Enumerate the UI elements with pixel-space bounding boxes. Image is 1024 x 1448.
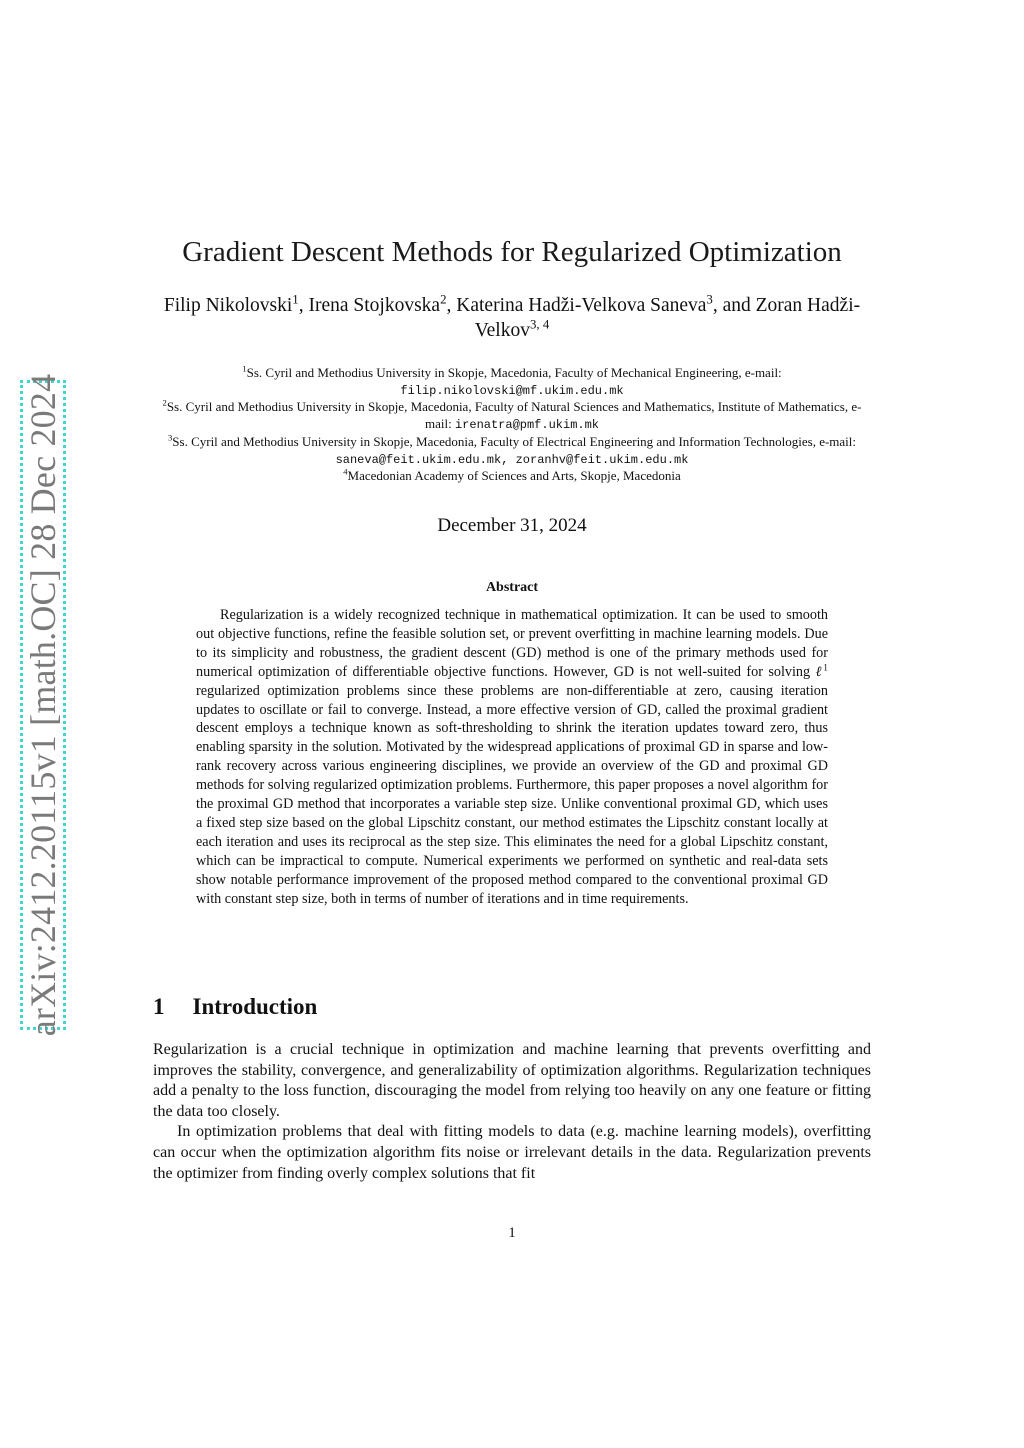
abstract-heading: Abstract [485, 580, 539, 595]
paragraph: Regularization is a crucial technique in optimization and machine learning that prevents overfitting and improves the stability, convergence, and generalizability of optimization algorithms. Regularization techniques add a penalty to the loss function, discouraging the model from relying too heavily on any one feature or fitting the data too closely. [153, 1041, 871, 1120]
section-heading: 1 Introduction [153, 994, 318, 1019]
affiliation-3: $^3$Ss. Cyril and Methodius University in Skopje, Macedonia, Faculty of Electrical Engineering and Information Technologies, e-mail: saneva@feit.ukim.edu.mk, zoranhv@feit.ukim.edu.mk [167, 432, 857, 467]
author: Zoran Hadži-Velkov$^{3, 4}$ [474, 295, 861, 341]
author: Irena Stojkovska$^2$ [308, 292, 447, 316]
email[interactable]: saneva@feit.ukim.edu.mk, zoranhv@feit.ukim.edu.mk [335, 452, 689, 467]
arxiv-identifier: arXiv:2412.20115v1 [math.OC] 28 Dec 2024 [23, 373, 63, 1037]
email[interactable]: filip.nikolovski@mf.ukim.edu.mk [400, 383, 624, 398]
affiliation-1: $^1$Ss. Cyril and Methodius University in Skopje, Macedonia, Faculty of Mechanical Engineering, e-mail: filip.nikolovski@mf.ukim.edu.mk [242, 363, 782, 398]
ell-symbol: ℓ [815, 663, 824, 680]
section-body [153, 1040, 871, 1184]
paper-date: December 31, 2024 [437, 515, 587, 536]
paragraph: In optimization problems that deal with fitting models to data (e.g. machine learning models), overfitting can occur when the optimization algorithm fits noise or irrelevant details in the data. Regularization prevents the optimizer from finding overly complex solutions that fit [153, 1123, 871, 1182]
affiliation-4: $^4$Macedonian Academy of Sciences and Arts, Skopje, Macedonia [343, 466, 681, 484]
paper-title: Gradient Descent Methods for Regularized Optimization [182, 236, 842, 268]
affiliations [150, 365, 874, 485]
email[interactable]: irenatra@pmf.ukim.mk [454, 418, 599, 433]
affiliation-2: $^2$Ss. Cyril and Methodius University in Skopje, Macedonia, Faculty of Natural Sciences and Mathematics, Institute of Mathematics, e-mail: irenatra@pmf.ukim.mk [162, 398, 862, 433]
abstract-body: Regularization is a widely recognized technique in mathematical optimization. It can be used to smooth out objective functions, refine the feasible solution set, or prevent overfitting in machine learning models. Due to its simplicity and robustness, the gradient descent (GD) method is one of the primary methods used for numerical optimization of differentiable objective functions. However, GD is not well-suited for solving ℓ$^1$ regularized optimization problems since these problems are non-differentiable at zero, causing iteration updates to oscillate or fail to converge. Instead, a more effective version of GD, called the proximal gradient descent employs a technique known as soft-thresholding to shrink the iteration updates toward zero, thus enabling sparsity in the solution. Motivated by the widespread applications of proximal GD in sparse and low-rank recovery across various engineering disciplines, we provide an overview of the GD and proximal GD methods for solving regularized optimization problems. Furthermore, this paper proposes a novel algorithm for the proximal GD method that incorporates a variable step size. Unlike conventional proximal GD, which uses a fixed step size based on the global Lipschitz constant, our method estimates the Lipschitz constant locally at each iteration and uses its reciprocal as the step size. This eliminates the need for a global Lipschitz constant, which can be impractical to compute. Numerical experiments we performed on synthetic and real-data sets show notable performance improvement of the proposed method compared to the conventional proximal GD with constant step size, both in terms of number of iterations and in time requirements. [196, 607, 828, 907]
author: Filip Nikolovski$^1$ [163, 292, 299, 316]
author: Katerina Hadži-Velkova Saneva$^3$ [456, 292, 713, 316]
page-number: 1 [508, 1225, 516, 1241]
author-list: Filip Nikolovski$^1$, Irena Stojkovska$^2$, Katerina Hadži-Velkova Saneva$^3$, and Zoran Hadži-Velkov$^{3, 4}$ [163, 292, 861, 341]
